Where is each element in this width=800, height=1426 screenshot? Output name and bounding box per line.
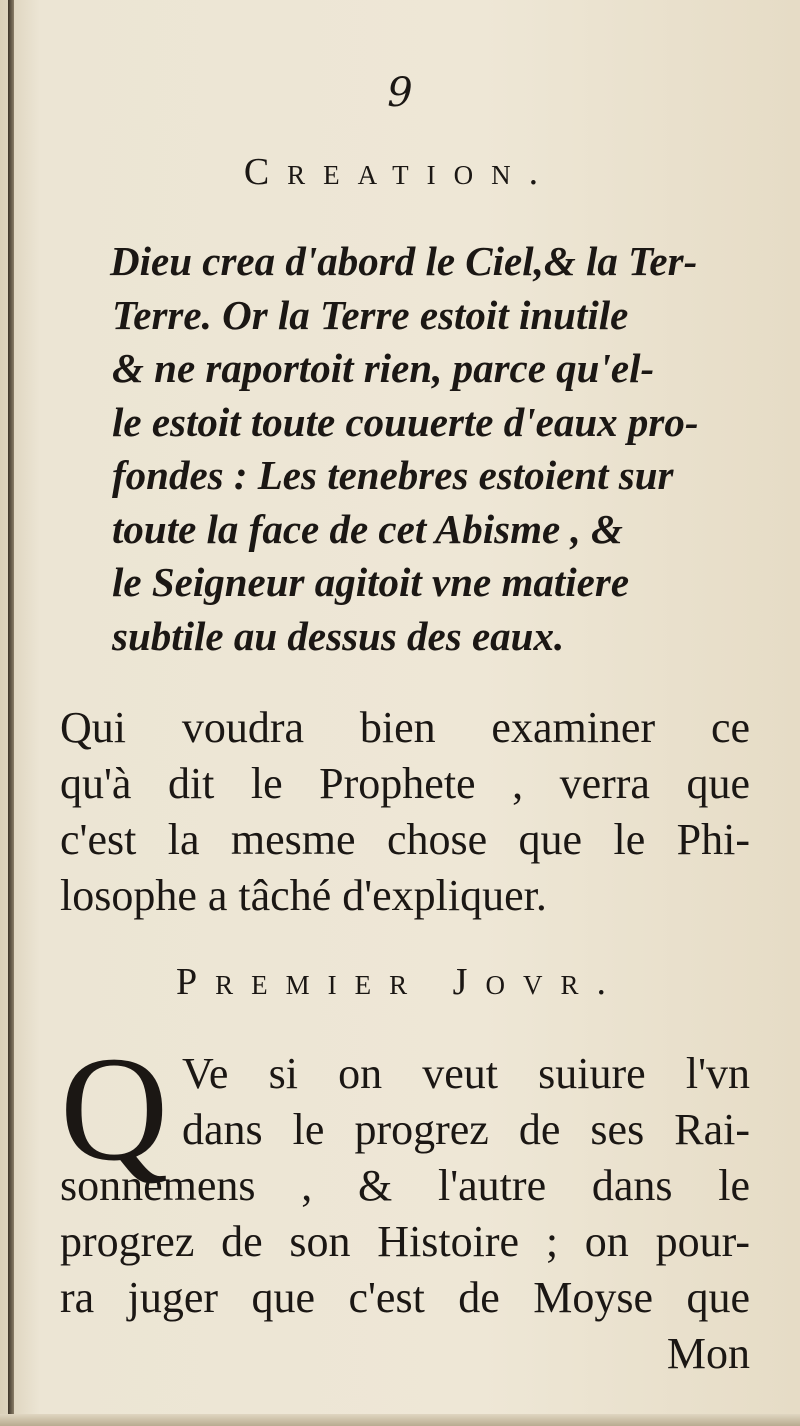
genesis-line: subtile au dessus des eaux. (112, 612, 565, 659)
body-line: progrez de son Histoire ; on pour- (60, 1217, 750, 1266)
genesis-line: & ne raportoit rien, parce qu'el- (112, 345, 655, 391)
page-number: 9 (387, 70, 413, 116)
genesis-line: fondes : Les tenebres estoient sur (112, 452, 674, 498)
catchword: Mon (666, 1329, 750, 1378)
commentary-paragraph (60, 700, 750, 924)
genesis-line: Dieu crea d'abord le Ciel,& la Ter- (110, 238, 698, 284)
genesis-line: le Seigneur agitoit vne matiere (112, 559, 630, 605)
genesis-quotation (112, 235, 762, 663)
genesis-line: le estoit toute couuerte d'eaux pro- (112, 398, 699, 445)
genesis-line: Terre. Or la Terre estoit inutile (112, 291, 629, 338)
body-line: qu'à dit le Prophete , verra que (60, 759, 750, 808)
body-line: sonnemens , & l'autre dans le (60, 1161, 750, 1210)
body-line: ra juger que c'est de Moyse que (60, 1273, 750, 1322)
section-heading-creation: Creation. (243, 151, 557, 193)
page-bottom-edge (0, 1414, 800, 1426)
binding-gutter (8, 0, 14, 1426)
body-line: Ve si on veut suiure l'vn (182, 1049, 750, 1098)
section-heading-premier-jour: Premier Jovr. (176, 961, 624, 1003)
premier-jour-paragraph (60, 1026, 750, 1382)
body-line: c'est la mesme chose que le Phi- (60, 815, 750, 864)
body-line: dans le progrez de ses Rai- (182, 1105, 750, 1154)
body-line: Qui voudra bien examiner ce (60, 703, 750, 752)
body-line: losophe a tâché d'expliquer. (60, 871, 547, 920)
genesis-line: toute la face de cet Abisme , & (112, 505, 623, 552)
drop-cap-letter: Q (60, 1026, 169, 1192)
